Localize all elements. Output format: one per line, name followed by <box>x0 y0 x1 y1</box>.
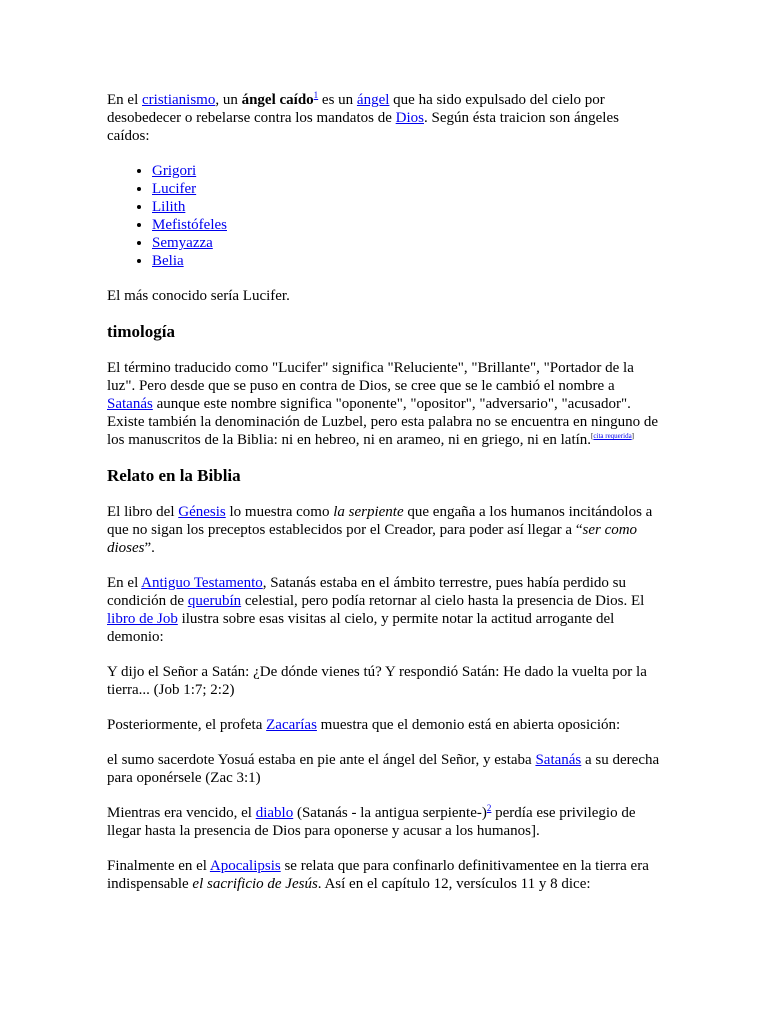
footnote-ref-1: 1 <box>313 90 319 100</box>
antiguo-testamento-paragraph: En el Antiguo Testamento, Satanás estaba en el ámbito terrestre, pues había perdido su condición de querubín celestial, pero podía retornar al cielo hasta la presencia de Dios. El libro de Job ilustra sobre esas visitas al cielo, y permite notar la actitud arrogante del demonio: <box>107 575 645 645</box>
link-satanas-2[interactable]: Satanás <box>535 752 582 768</box>
link-mefistofeles[interactable]: Mefistófeles <box>152 217 227 233</box>
job-quote: Y dijo el Señor a Satán: ¿De dónde vienes tú? Y respondió Satán: He dado la vuelta por la tierra... (Job 1:7; 2:2) <box>107 664 647 698</box>
link-satanas[interactable]: Satanás <box>107 396 153 412</box>
zacarias-paragraph: Posteriormente, el profeta Zacarías muestra que el demonio está en abierta oposición: <box>107 717 621 733</box>
link-zacarias[interactable]: Zacarías <box>266 717 317 733</box>
heading-relato-biblia: Relato en la Biblia <box>107 466 241 485</box>
apocalipsis-paragraph: Finalmente en el Apocalipsis se relata que para confinarlo definitivamentee en la tierra era indispensable el sacrificio de Jesús. Así en el capítulo 12, versículos 11 y 8 dice: <box>107 858 649 892</box>
zacarias-quote: el sumo sacerdote Yosuá estaba en pie ante el ángel del Señor, y estaba Satanás a su derecha para oponérsele (Zac 3:1) <box>107 752 660 786</box>
link-angel[interactable]: ángel <box>356 92 390 108</box>
footnote-ref-2: 2 <box>486 803 492 813</box>
link-cristianismo[interactable]: cristianismo <box>142 92 216 108</box>
link-belia[interactable]: Belia <box>152 253 184 269</box>
link-lilith[interactable]: Lilith <box>152 199 186 215</box>
link-grigori[interactable]: Grigori <box>152 163 197 179</box>
genesis-paragraph: El libro del Génesis lo muestra como la serpiente que engaña a los humanos incitándolos a que no sigan los preceptos establecidos por el Creador, para poder así llegar a “ser como dioses”. <box>107 504 653 556</box>
link-cita-requerida[interactable]: cita requerida <box>593 432 632 440</box>
list-item <box>152 162 663 180</box>
etymology-paragraph: El término traducido como "Lucifer" significa "Reluciente", "Brillante", "Portador de la luz". Pero desde que se puso en contra de Dios, se cree que se le cambió el nombre a Satanás aunque este nombre significa "oponente", "opositor", "adversario", "acusador". Existe también la denominación de Luzbel, pero esta palabra no se encuentra en ninguno de los manuscritos de la Biblia: ni en hebreo, ni en arameo, ni en griego, ni en latín.[cita requerida] <box>107 360 659 448</box>
diablo-paragraph: Mientras era vencido, el diablo (Satanás - la antigua serpiente-)$^2$ perdía ese privilegio de llegar hasta la presencia de Dios para oponerse y acusar a los humanos]. <box>107 803 636 839</box>
link-semyazza[interactable]: Semyazza <box>152 235 213 251</box>
link-libro-de-job[interactable]: libro de Job <box>107 611 178 627</box>
fallen-angels-list <box>107 162 663 270</box>
link-querubin[interactable]: querubín <box>187 593 242 609</box>
term-angel-caido: ángel caído <box>241 92 314 108</box>
list-item <box>152 198 663 216</box>
list-item <box>152 216 663 234</box>
link-dios[interactable]: Dios <box>395 110 424 126</box>
link-antiguo-testamento[interactable]: Antiguo Testamento <box>141 575 263 591</box>
link-lucifer[interactable]: Lucifer <box>152 181 197 197</box>
link-apocalipsis[interactable]: Apocalipsis <box>209 858 281 874</box>
heading-etymology: timología <box>107 322 175 341</box>
link-diablo[interactable]: diablo <box>255 805 294 821</box>
citation-needed: [cita requerida] <box>591 432 635 440</box>
list-item <box>152 234 663 252</box>
lucifer-note: El más conocido sería Lucifer. <box>107 288 290 304</box>
list-item <box>152 180 663 198</box>
list-item <box>152 252 663 270</box>
link-genesis[interactable]: Génesis <box>178 504 226 520</box>
article-body <box>107 91 663 910</box>
intro-paragraph: En el cristianismo, un ángel caído$^1$ es un ángel que ha sido expulsado del cielo por desobedecer o rebelarse contra los mandatos de Dios. Según ésta traicion son ángeles caídos: <box>107 90 619 144</box>
